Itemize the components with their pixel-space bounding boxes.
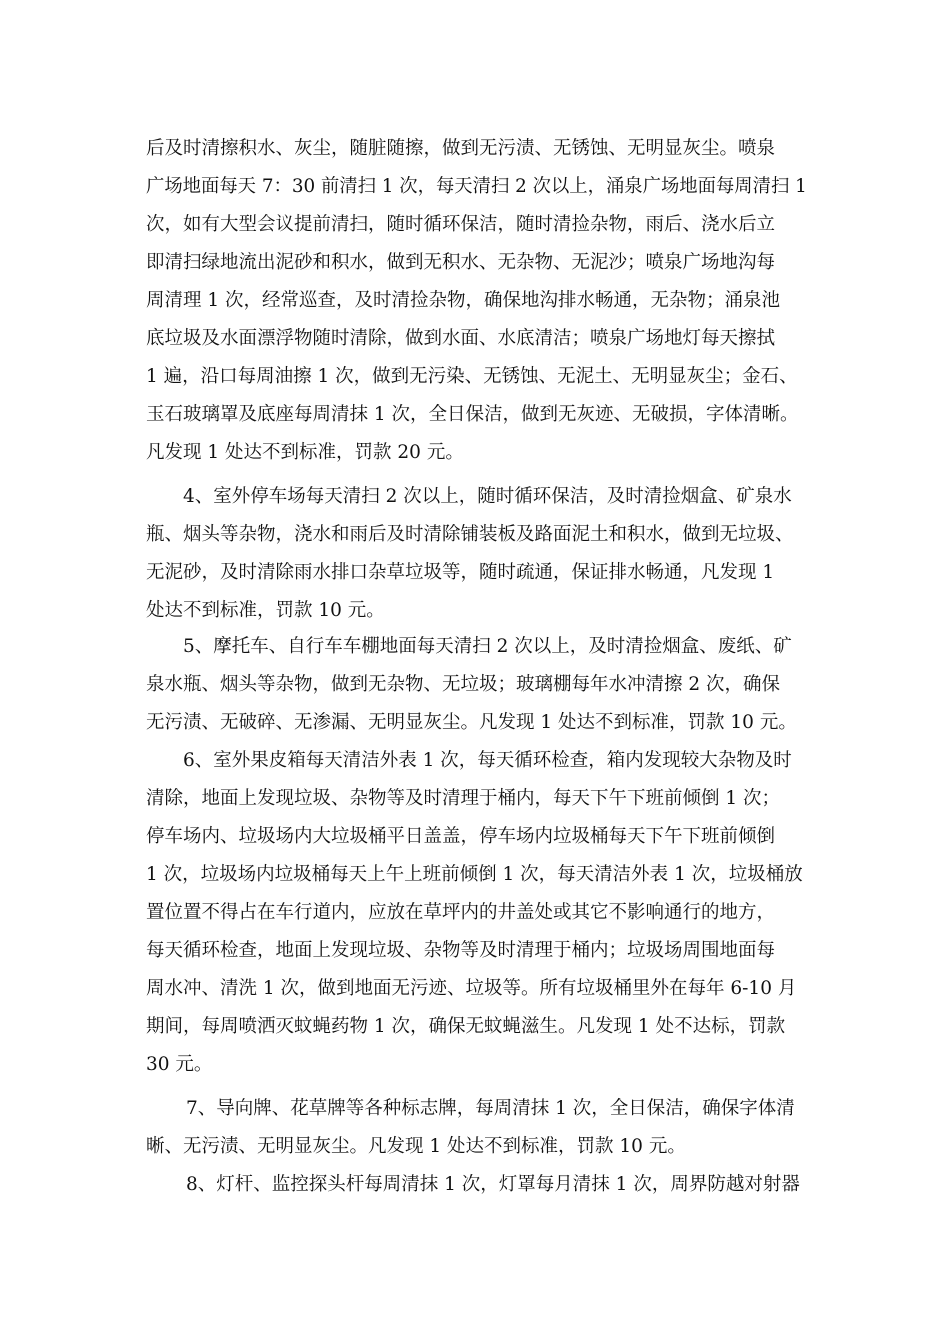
text-line: 清除，地面上发现垃圾、杂物等及时清理于桶内，每天下午下班前倾倒 1 次； — [146, 788, 781, 809]
text-line: 晰、无污渍、无明显灰尘。凡发现 1 处达不到标准，罚款 10 元。 — [146, 1136, 686, 1157]
text-line: 期间，每周喷洒灭蚊蝇药物 1 次，确保无蚊蝇滋生。凡发现 1 处不达标，罚款 — [146, 1016, 786, 1037]
text-line: 1 次，垃圾场内垃圾桶每天上午上班前倾倒 1 次，每天清洁外表 1 次，垃圾桶放 — [146, 864, 803, 885]
text-line: 处达不到标准，罚款 10 元。 — [146, 600, 385, 621]
text-line: 瓶、烟头等杂物，浇水和雨后及时清除铺装板及路面泥土和积水，做到无垃圾、 — [146, 524, 794, 545]
text-line: 广场地面每天 7：30 前清扫 1 次，每天清扫 2 次以上，涌泉广场地面每周清扫 1 — [146, 176, 807, 197]
text-line: 凡发现 1 处达不到标准，罚款 20 元。 — [146, 442, 464, 463]
text-line: 周清理 1 次，经常巡查，及时清捡杂物，确保地沟排水畅通，无杂物；涌泉池 — [146, 290, 781, 311]
text-line: 次，如有大型会议提前清扫，随时循环保洁，随时清捡杂物，雨后、浇水后立 — [146, 214, 776, 235]
text-line: 置位置不得占在车行道内，应放在草坪内的井盖处或其它不影响通行的地方， — [146, 902, 776, 923]
text-line: 周水冲、清洗 1 次，做到地面无污迹、垃圾等。所有垃圾桶里外在每年 6-10 月 — [146, 978, 797, 999]
text-line: 30 元。 — [146, 1054, 213, 1075]
text-line: 无泥砂，及时清除雨水排口杂草垃圾等，随时疏通，保证排水畅通，凡发现 1 — [146, 562, 775, 583]
text-line: 后及时清擦积水、灰尘，随脏随擦，做到无污渍、无锈蚀、无明显灰尘。喷泉 — [146, 138, 776, 159]
text-line: 玉石玻璃罩及底座每周清抹 1 次，全日保洁，做到无灰迹、无破损，字体清晰。 — [146, 404, 799, 425]
text-line: 无污渍、无破碎、无渗漏、无明显灰尘。凡发现 1 处达不到标准，罚款 10 元。 — [146, 712, 797, 733]
paragraph-first-line: 5、摩托车、自行车车棚地面每天清扫 2 次以上，及时清捡烟盒、废纸、矿 — [183, 636, 792, 657]
text-line: 每天循环检查，地面上发现垃圾、杂物等及时清理于桶内；垃圾场周围地面每 — [146, 940, 776, 961]
paragraph-first-line: 6、室外果皮箱每天清洁外表 1 次，每天循环检查，箱内发现较大杂物及时 — [183, 750, 792, 771]
text-line: 泉水瓶、烟头等杂物，做到无杂物、无垃圾；玻璃棚每年水冲清擦 2 次，确保 — [146, 674, 781, 695]
paragraph-first-line: 8、灯杆、监控探头杆每周清抹 1 次，灯罩每月清抹 1 次，周界防越对射器 — [186, 1174, 800, 1195]
text-line: 1 遍，沿口每周油擦 1 次，做到无污染、无锈蚀、无泥土、无明显灰尘；金石、 — [146, 366, 798, 387]
paragraph-first-line: 7、导向牌、花草牌等各种标志牌，每周清抹 1 次，全日保洁，确保字体清 — [186, 1098, 795, 1119]
paragraph-first-line: 4、室外停车场每天清扫 2 次以上，随时循环保洁，及时清捡烟盒、矿泉水 — [183, 486, 792, 507]
text-line: 停车场内、垃圾场内大垃圾桶平日盖盖，停车场内垃圾桶每天下午下班前倾倒 — [146, 826, 776, 847]
text-line: 底垃圾及水面漂浮物随时清除，做到水面、水底清洁；喷泉广场地灯每天擦拭 — [146, 328, 776, 349]
text-line: 即清扫绿地流出泥砂和积水，做到无积水、无杂物、无泥沙；喷泉广场地沟每 — [146, 252, 776, 273]
